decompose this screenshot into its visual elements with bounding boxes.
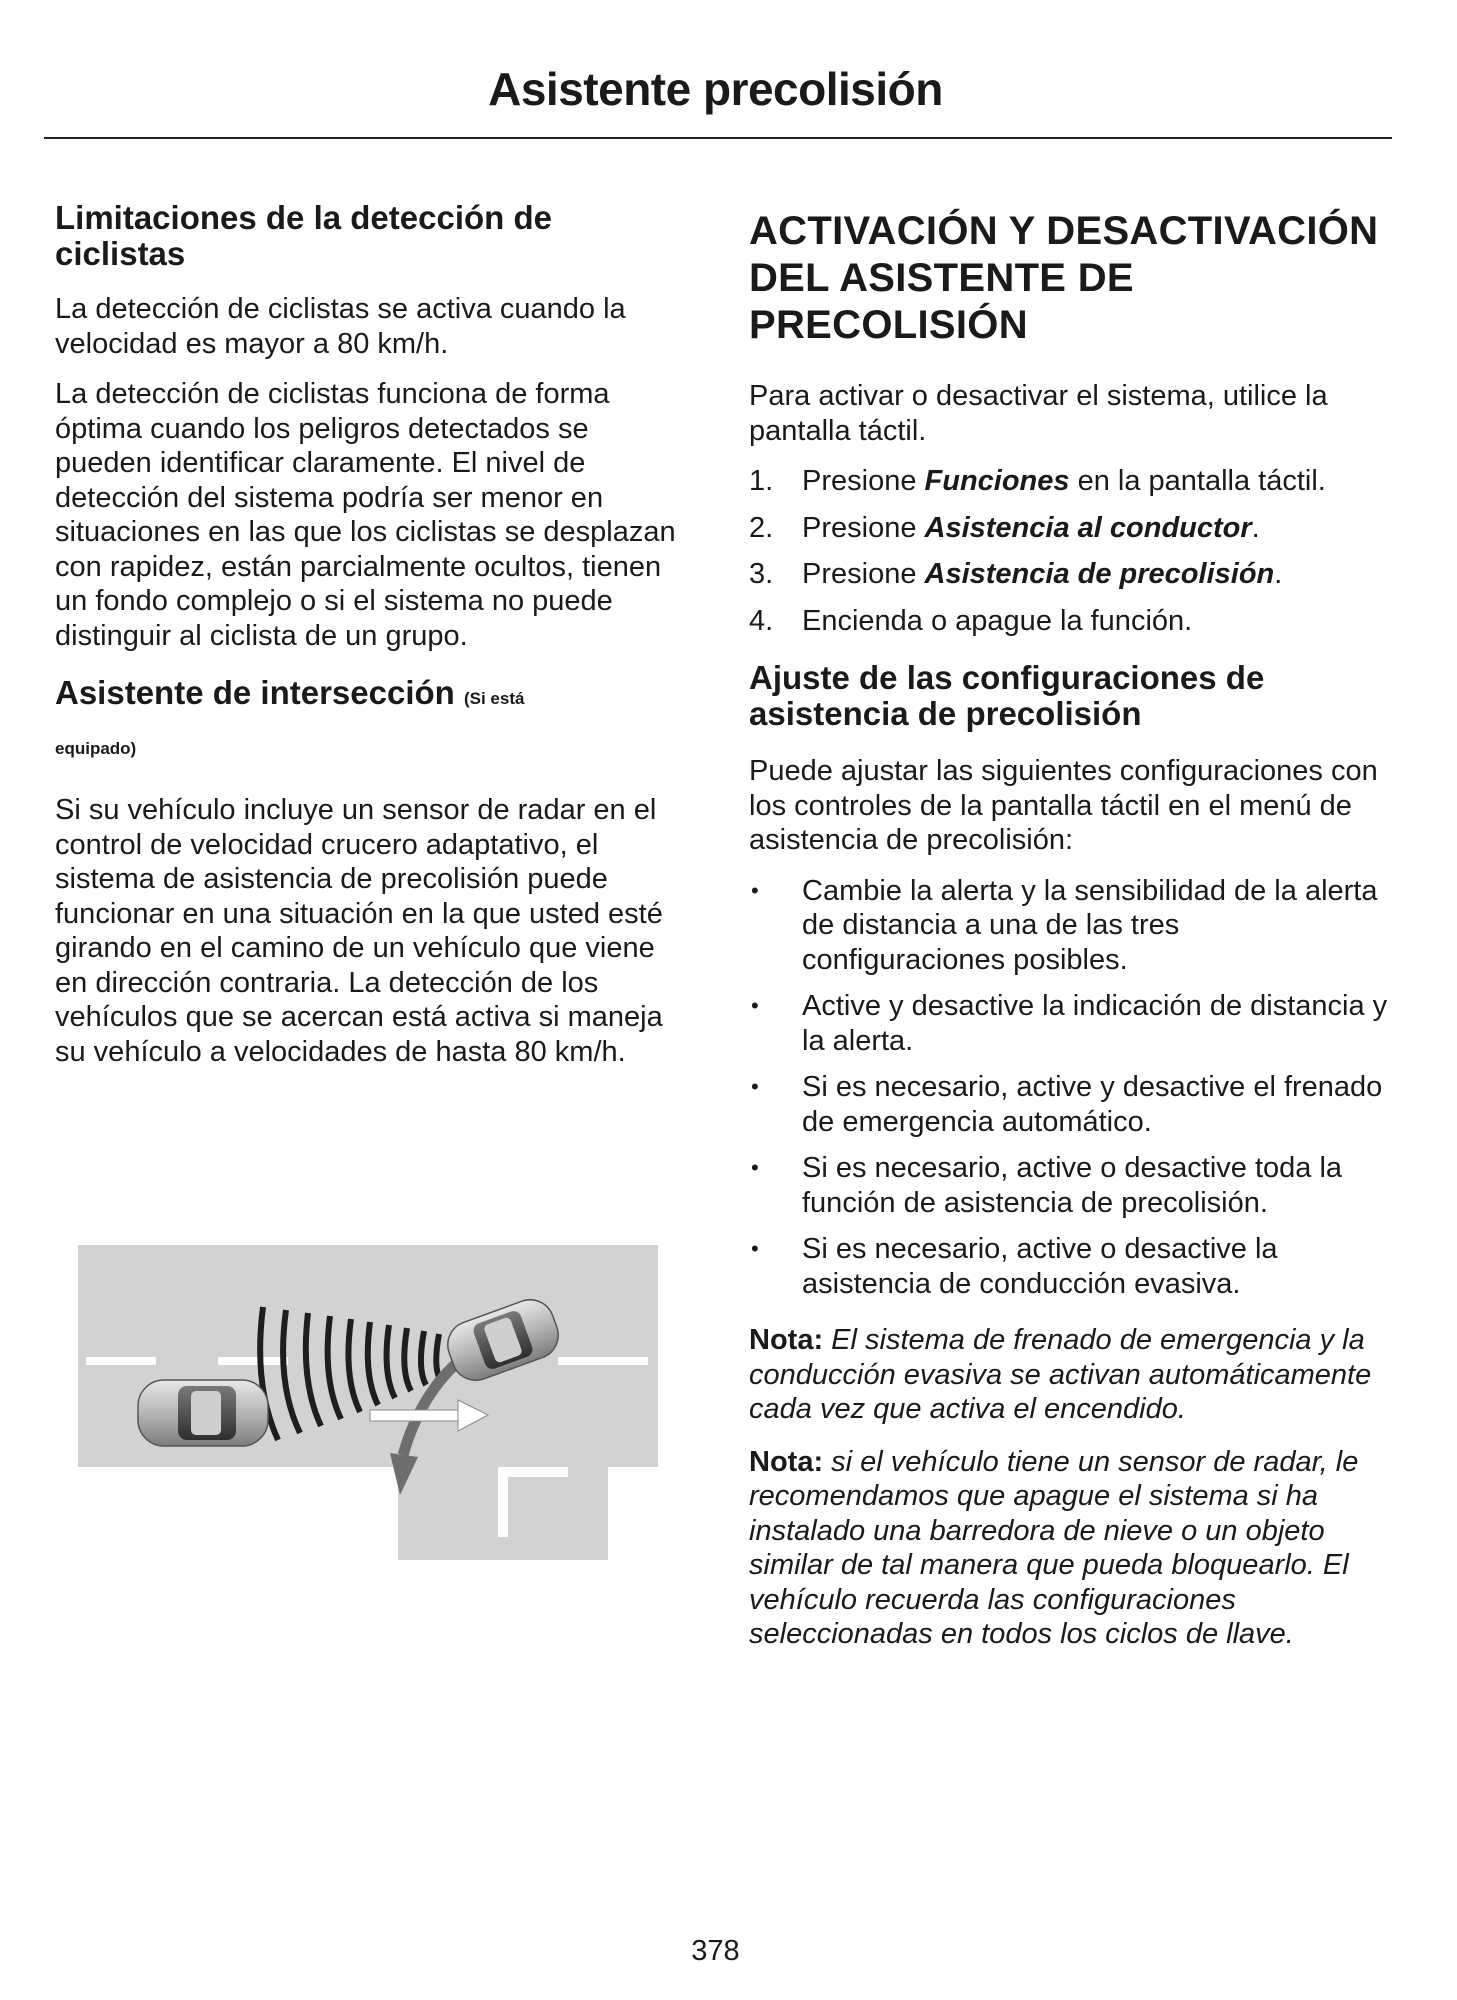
road-curb: [368, 1467, 398, 1560]
intersection-heading-text: Asistente de intersección: [55, 674, 455, 711]
settings-list: [749, 874, 1389, 1302]
note-radar-sensor: [749, 1445, 1389, 1652]
note-text: si el vehículo tiene un sensor de radar, le recomendamos que apague el sistema si ha instalado una barredora de nieve o un objeto similar de tal manera que pueda bloquearlo. El vehículo recuerda las configuraciones seleccionadas en todos los ciclos de llave.: [749, 1445, 1359, 1650]
straight-arrow-line: [370, 1410, 460, 1421]
step-post: .: [1274, 558, 1283, 590]
activation-heading: ACTIVACIÓN Y DESACTIVACIÓN DEL ASISTENTE DE PRECOLISIÓN: [749, 209, 1379, 347]
own-vehicle: [138, 1380, 268, 1446]
step-post: en la pantalla táctil.: [1069, 465, 1326, 497]
list-item-text: Cambie la alerta y la sensibilidad de la alerta de distancia a una de las tres configuraciones posibles.: [802, 874, 1378, 976]
intersection-paragraph: Si su vehículo incluye un sensor de radar en el control de velocidad crucero adaptativo, el sistema de asistencia de precolisión puede funcionar en una situación en la que usted esté girando en el camino de un vehículo que viene en dirección contraria. La detección de los vehículos que se acercan está activa si maneja su vehículo a velocidades de hasta 80 km/h.: [55, 794, 663, 1068]
cyclist-paragraph-2: La detección de ciclistas funciona de forma óptima cuando los peligros detectados se pueden identificar claramente. El nivel de detección del sistema podría ser menor en situaciones en las que los ciclistas se desplazan con rapidez, están parcialmente ocultos, tienen un fondo complejo o si el sistema no puede distinguir al ciclista de un grupo.: [55, 378, 676, 652]
step-item: [749, 464, 1389, 499]
list-item-text: Active y desactive la indicación de distancia y la alerta.: [802, 990, 1388, 1057]
note-label: Nota:: [749, 1445, 824, 1478]
cyclist-limitations-heading: Limitaciones de la detección de ciclistas: [55, 199, 552, 272]
list-item-text: Si es necesario, active y desactive el frenado de emergencia automático.: [802, 1071, 1383, 1138]
bullet: •: [751, 877, 759, 903]
step-menu-name: Funciones: [924, 465, 1070, 497]
step-item: [749, 511, 1389, 546]
step-item: [749, 604, 1389, 639]
step-pre: Presione: [802, 558, 925, 590]
settings-intro: Puede ajustar las siguientes configuraciones con los controles de la pantalla táctil en el menú de asistencia de precolisión:: [749, 755, 1378, 856]
right-column: [749, 200, 1389, 1670]
activation-steps: [749, 464, 1389, 638]
list-item: [749, 1151, 1389, 1220]
list-item-text: Si es necesario, active o desactive la asistencia de conducción evasiva.: [802, 1233, 1278, 1300]
step-post: .: [1251, 511, 1260, 544]
title-divider: [44, 137, 1392, 139]
activation-intro: Para activar o desactivar el sistema, utilice la pantalla táctil.: [749, 380, 1328, 447]
page-title: Asistente precolisión: [488, 63, 943, 115]
step-item: [749, 557, 1389, 592]
bullet: •: [751, 1236, 759, 1261]
bullet: •: [751, 1155, 759, 1180]
step-number: 3.: [749, 558, 774, 590]
step-menu-name: Asistencia de precolisión: [924, 558, 1275, 590]
intersection-assist-illustration: [78, 1245, 658, 1560]
step-pre: Presione: [802, 465, 925, 497]
bullet: •: [751, 1074, 759, 1099]
list-item: [749, 1070, 1389, 1139]
equipped-note-a: (Si está: [463, 689, 525, 708]
list-item: [749, 1232, 1389, 1301]
cyclist-paragraph-1: La detección de ciclistas se activa cuando la velocidad es mayor a 80 km/h.: [55, 293, 626, 360]
intersection-heading: [55, 675, 685, 767]
step-number: 4.: [749, 604, 774, 637]
step-pre: Presione: [802, 511, 925, 544]
step-pre: Encienda o apague la función.: [802, 604, 1193, 637]
step-number: 2.: [749, 511, 774, 544]
page-number: 378: [691, 1935, 740, 1967]
equipped-note-b: equipado): [55, 739, 137, 758]
note-label: Nota:: [749, 1324, 824, 1356]
note-emergency-braking: [749, 1323, 1389, 1427]
list-item: [749, 874, 1389, 978]
step-number: 1.: [749, 465, 774, 497]
list-item-text: Si es necesario, active o desactive toda la función de asistencia de precolisión.: [802, 1152, 1343, 1219]
settings-heading: Ajuste de las configuraciones de asistencia de precolisión: [749, 659, 1265, 732]
step-menu-name: Asistencia al conductor: [924, 511, 1252, 544]
list-item: [749, 989, 1389, 1058]
bullet: •: [751, 993, 759, 1018]
left-column: [55, 200, 685, 1085]
note-text: El sistema de frenado de emergencia y la conducción evasiva se activan automáticamente cada vez que activa el encendido.: [749, 1324, 1372, 1425]
